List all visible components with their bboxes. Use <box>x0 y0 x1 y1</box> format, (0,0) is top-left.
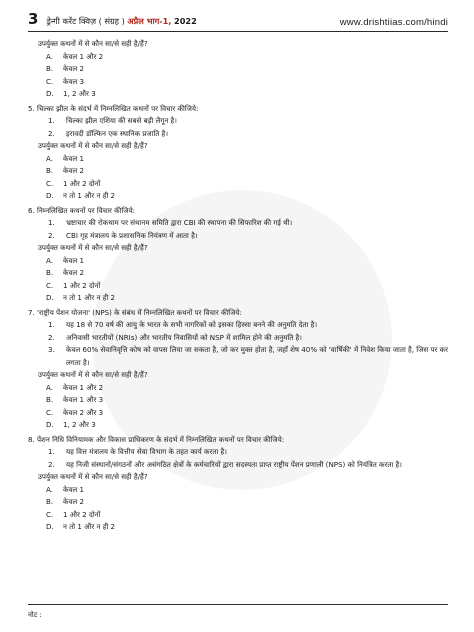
option-text: 1, 2 और 3 <box>63 420 96 429</box>
option-label: D. <box>46 89 54 98</box>
question-stem: उपर्युक्त कथनों में से कौन सा/से सही है/हैं? <box>38 141 148 150</box>
statement-number: 1. <box>48 320 55 329</box>
option-text: 1, 2 और 3 <box>63 89 96 98</box>
statement-number: 1. <box>48 447 55 456</box>
statement-text: भ्रष्टाचार की रोकथाम पर संथानम समिति द्वारा CBI की स्थापना की सिफारिश की गई थी। <box>66 218 293 227</box>
question-7 <box>28 307 448 432</box>
option-text: केवल 2 <box>63 64 84 73</box>
page-header <box>28 0 448 32</box>
answer-option <box>28 165 448 178</box>
answer-option <box>28 419 448 432</box>
statement-text: इरावदी डॉल्फिन एक स्थानिक प्रजाति है। <box>66 128 169 138</box>
option-text: केवल 2 और 3 <box>63 407 104 417</box>
option-text: केवल 3 <box>63 76 84 86</box>
option-text: न तो 1 और न ही 2 <box>63 522 116 531</box>
answer-option <box>28 382 448 395</box>
question-stem: उपर्युक्त कथनों में से कौन सा/से सही है/हैं? <box>38 39 148 48</box>
header-title-highlight: अप्रैल भाग-1, <box>127 16 172 26</box>
statement-text: चिल्का झील एशिया की सबसे बड़ी लैगून है। <box>66 116 177 125</box>
option-text: केवल 1 और 3 <box>63 395 104 404</box>
answer-option <box>28 267 448 280</box>
question-8 <box>28 434 448 534</box>
statement-text: यह 18 से 70 वर्ष की आयु के भारत के सभी नागरिकों को इसका हिस्सा बनने की अनुमति देता है। <box>66 320 318 329</box>
statement-item <box>28 319 448 332</box>
answer-option <box>28 88 448 101</box>
footer-note: नोट : <box>28 611 42 619</box>
option-label: D. <box>46 420 54 429</box>
option-label: C. <box>46 407 54 417</box>
questions-content <box>28 38 448 534</box>
option-label: B. <box>46 166 54 175</box>
statement-text: यह वित्त मंत्रालय के वित्तीय सेवा विभाग के तहत कार्य करता है। <box>66 447 227 456</box>
question-title: 8. पेंशन निधि विनियामक और विकास प्राधिकरण के संदर्भ में निम्नलिखित कथनों पर विचार कीजिये: <box>28 434 285 444</box>
statement-number: 1. <box>48 218 55 227</box>
answer-option <box>28 76 448 89</box>
option-text: केवल 1 और 2 <box>63 382 104 392</box>
header-left <box>28 10 197 28</box>
option-text: केवल 1 और 2 <box>63 51 104 61</box>
option-label: A. <box>46 382 53 392</box>
question-5 <box>28 103 448 203</box>
question-stem: उपर्युक्त कथनों में से कौन सा/से सही है/हैं? <box>38 472 148 481</box>
option-text: 1 और 2 दोनों <box>63 178 101 188</box>
statement-number: 3. <box>48 345 55 354</box>
option-label: B. <box>46 395 54 404</box>
answer-option <box>28 509 448 522</box>
answer-option <box>28 153 448 166</box>
option-label: C. <box>46 280 54 290</box>
option-text: केवल 1 <box>63 255 84 265</box>
page-footer <box>28 604 448 620</box>
answer-option <box>28 292 448 305</box>
answer-option <box>28 484 448 497</box>
statement-number: 1. <box>48 116 55 125</box>
page-number: 3 <box>28 10 39 28</box>
option-label: A. <box>46 484 53 494</box>
answer-option <box>28 178 448 191</box>
statement-number: 2. <box>48 332 55 342</box>
option-text: केवल 1 <box>63 153 84 163</box>
statement-item <box>28 459 448 472</box>
option-label: C. <box>46 178 54 188</box>
statement-item <box>28 332 448 345</box>
option-label: C. <box>46 509 54 519</box>
answer-option <box>28 280 448 293</box>
answer-option <box>28 190 448 203</box>
option-label: A. <box>46 153 53 163</box>
option-text: न तो 1 और न ही 2 <box>63 293 116 302</box>
option-text: 1 और 2 दोनों <box>63 280 101 290</box>
statement-item <box>28 344 448 369</box>
option-text: केवल 1 <box>63 484 84 494</box>
option-label: A. <box>46 255 53 265</box>
answer-option <box>28 63 448 76</box>
header-title-year: 2022 <box>174 16 197 26</box>
option-label: B. <box>46 268 54 277</box>
answer-option <box>28 496 448 509</box>
option-label: B. <box>46 497 54 506</box>
statement-text: CBI गृह मंत्रालय के प्रशासनिक नियंत्रण में आता है। <box>66 230 198 240</box>
statement-item <box>28 230 448 243</box>
option-label: B. <box>46 64 54 73</box>
statement-text: अनिवासी भारतीयों (NRIs) और भारतीय निवासियों को NSP में शामिल होने की अनुमति है। <box>66 332 302 342</box>
answer-option <box>28 407 448 420</box>
question-title: 5. चिल्का झील के संदर्भ में निम्नलिखित कथनों पर विचार कीजिये: <box>28 103 199 113</box>
header-title <box>46 16 196 27</box>
question-stem: उपर्युक्त कथनों में से कौन सा/से सही है/हैं? <box>38 243 148 252</box>
statement-number: 2. <box>48 459 55 469</box>
statement-number: 2. <box>48 128 55 138</box>
header-url: www.drishtiias.com/hindi <box>339 17 448 28</box>
question-6 <box>28 205 448 305</box>
option-text: केवल 2 <box>63 268 84 277</box>
option-label: D. <box>46 522 54 531</box>
option-label: D. <box>46 293 54 302</box>
option-label: C. <box>46 76 54 86</box>
question-block-continued <box>28 38 448 101</box>
statement-text: यह निजी संस्थानों/संगठनों और असंगठित क्षेत्रों के कर्मचारियों द्वारा सदस्यता प्राप्त राष्ट्रीय पेंशन प्रणाली (NPS) को नियंत्रित करता है। <box>66 459 402 469</box>
option-label: D. <box>46 191 54 200</box>
answer-option <box>28 51 448 64</box>
answer-option <box>28 255 448 268</box>
option-label: A. <box>46 51 53 61</box>
option-text: केवल 2 <box>63 497 84 506</box>
statement-item <box>28 128 448 141</box>
statement-item <box>28 446 448 459</box>
option-text: न तो 1 और न ही 2 <box>63 191 116 200</box>
statement-item <box>28 217 448 230</box>
statement-item <box>28 115 448 128</box>
header-title-main: ड्रेन्गी करेंट क्विज़ ( संग्रह ) <box>46 16 125 26</box>
statement-text: केवल 60% सेवानिवृत्ति कोष को वापस लिया जा सकता है, जो कर मुक्त होता है, जहाँ शेष 40% को 'वार्षिकी' में निवेश किया जाता है, जिस पर कर लगता है। <box>66 345 448 367</box>
question-title: 7. 'राष्ट्रीय पेंशन योजना' (NPS) के संबंध में निम्नलिखित कथनों पर विचार कीजिये: <box>28 307 242 317</box>
answer-option <box>28 394 448 407</box>
answer-option <box>28 521 448 534</box>
option-text: केवल 2 <box>63 166 84 175</box>
question-stem: उपर्युक्त कथनों में से कौन सा/से सही है/हैं? <box>38 370 148 379</box>
statement-number: 2. <box>48 230 55 240</box>
question-title: 6. निम्नलिखित कथनों पर विचार कीजिये: <box>28 205 136 215</box>
option-text: 1 और 2 दोनों <box>63 509 101 519</box>
